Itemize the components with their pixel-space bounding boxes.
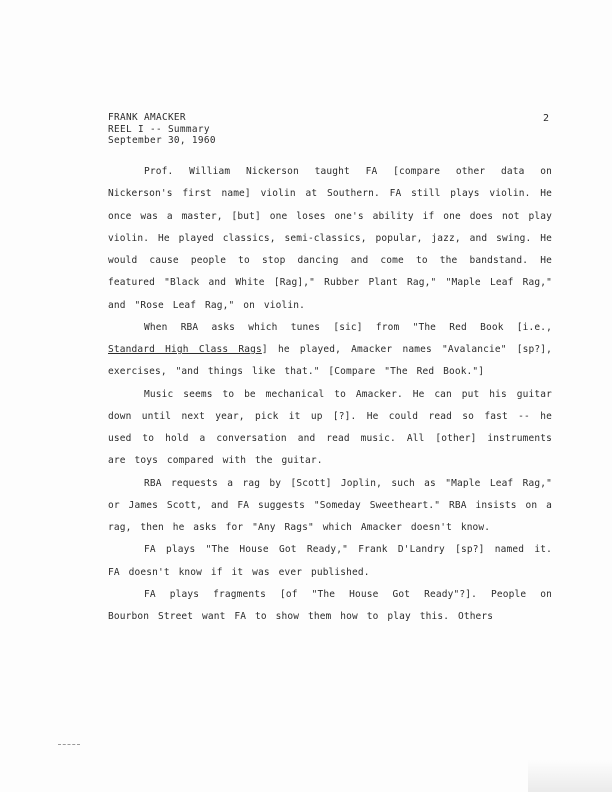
paragraph-2 bbox=[108, 317, 552, 384]
document-header bbox=[108, 112, 216, 147]
paragraph-2-before: When RBA asks which tunes [sic] from "The Red Book [i.e., bbox=[144, 321, 552, 333]
underlined-title: Standard High Class Rags bbox=[108, 344, 262, 355]
paragraph-5: FA plays "The House Got Ready," Frank D'Landry [sp?] named it. FA doesn't know if it was ever published. bbox=[108, 544, 552, 578]
document-body bbox=[108, 161, 552, 628]
header-name: FRANK AMACKER bbox=[108, 112, 186, 123]
page-number: 2 bbox=[543, 113, 550, 124]
paragraph-4: RBA requests a rag by [Scott] Joplin, such as "Maple Leaf Rag," or James Scott, and FA suggests "Someday Sweetheart." RBA insists on a rag, then he asks for "Any Rags" which Amacker doesn't know. bbox=[108, 477, 552, 533]
paragraph-2-after: ] he played, Amacker names "Avalancie" [sp?], exercises, "and things like that." [Compare "The Red Book."] bbox=[108, 344, 552, 378]
header-reel: REEL I -- Summary bbox=[108, 123, 210, 135]
paragraph-3: Music seems to be mechanical to Amacker. He can put his guitar down until next year, pick it up [?]. He could read so fast -- he used to hold a conversation and read music. All [other] instruments are toys compared with the guitar. bbox=[108, 388, 552, 467]
scan-shadow bbox=[528, 760, 612, 792]
scan-mark bbox=[58, 744, 80, 746]
paragraph-1: Prof. William Nickerson taught FA [compare other data on Nickerson's first name] violin at Southern. FA still plays violin. He once was a master, [but] one loses one's ability if one does not play violin. He played classics, semi-classics, popular, jazz, and swing. He would cause people to stop dancing and come to the bandstand. He featured "Black and White [Rag]," Rubber Plant Rag," "Maple Leaf Rag," and "Rose Leaf Rag," on violin. bbox=[108, 166, 552, 311]
header-date: September 30, 1960 bbox=[108, 135, 216, 146]
paragraph-6: FA plays fragments [of "The House Got Ready"?]. People on Bourbon Street want FA to show them how to play this. Others bbox=[108, 588, 552, 622]
